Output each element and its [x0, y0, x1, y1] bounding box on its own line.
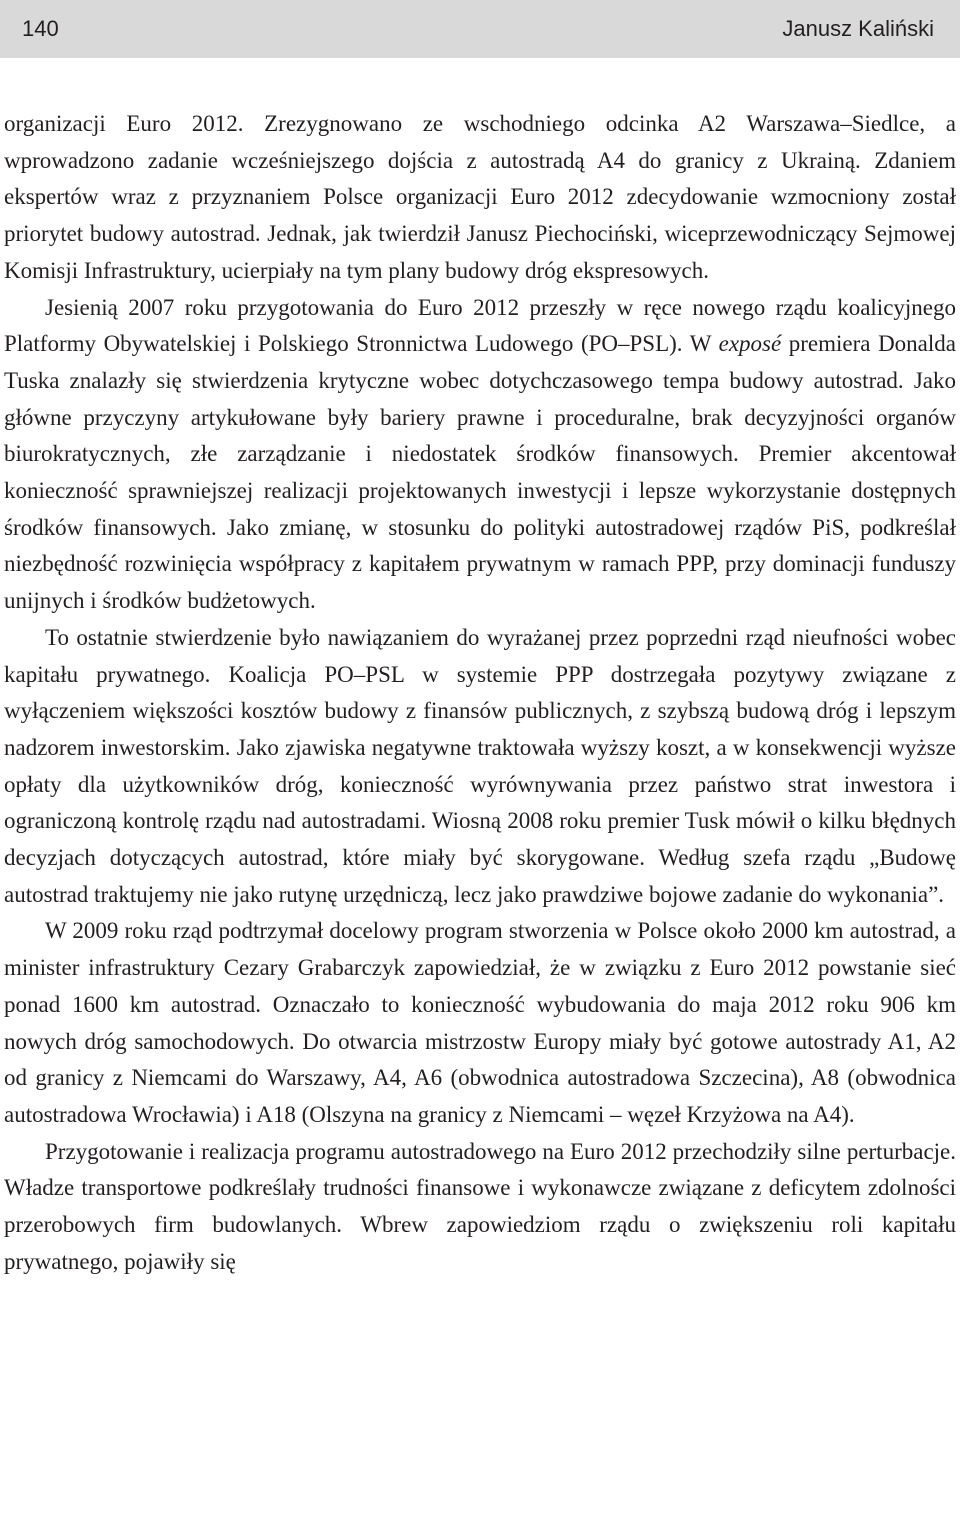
- body-text: [4, 106, 956, 1281]
- page-number: 140: [22, 16, 59, 41]
- text-segment: Przygotowanie i realizacja programu autostradowego na Euro 2012 przechodziły silne perturbacje. Władze transportowe podkreślały trudności finansowe i wykonawcze związane z deficytem zdolności przerobowych firm budowlanych. Wbrew zapowiedziom rządu o zwiększeniu roli kapitału prywatnego, pojawiły się: [4, 1138, 956, 1274]
- paragraph-1: [4, 106, 956, 290]
- text-segment: To ostatnie stwierdzenie było nawiązaniem do wyrażanej przez poprzedni rząd nieufności wobec kapitału prywatnego. Koalicja PO–PSL w systemie PPP dostrzegała pozytywy związane z wyłączeniem większości kosztów budowy z finansów publicznych, z szybszą budową dróg i lepszym nadzorem inwestorskim. Jako zjawiska negatywne traktowała wyższy koszt, a w konsekwencji wyższe opłaty dla użytkowników dróg, konieczność wyrównywania przez państwo strat inwestora i ograniczoną kontrolę rządu nad autostradami. Wiosną 2008 roku premier Tusk mówił o kilku błędnych decyzjach dotyczących autostrad, które miały być skorygowane. Według szefa rządu „Budowę autostrad traktujemy nie jako rutynę urzędniczą, lecz jako prawdziwe bojowe zadanie do wykonania”.: [4, 624, 956, 907]
- text-segment: W 2009 roku rząd podtrzymał docelowy program stworzenia w Polsce około 2000 km autostrad, a minister infrastruktury Cezary Grabarczyk zapowiedział, że w związku z Euro 2012 powstanie sieć ponad 1600 km autostrad. Oznaczało to konieczność wybudowania do maja 2012 roku 906 km nowych dróg samochodowych. Do otwarcia mistrzostw Europy miały być gotowe autostrady A1, A2 od granicy z Niemcami do Warszawy, A4, A6 (obwodnica autostradowa Szczecina), A8 (obwodnica autostradowa Wrocławia) i A18 (Olszyna na granicy z Niemcami – węzeł Krzyżowa na A4).: [4, 918, 956, 1127]
- running-header: [0, 0, 960, 58]
- text-segment: premiera Donalda Tuska znalazły się stwierdzenia krytyczne wobec dotychczasowego tempa budowy autostrad. Jako główne przyczyny artykułowane były bariery prawne i proceduralne, brak decyzyjności organów biurokratycznych, złe zarządzanie i niedostatek środków finansowych. Premier akcentował konieczność sprawniejszej realizacji projektowanych inwestycji i lepsze wykorzystanie dostępnych środków finansowych. Jako zmianę, w stosunku do polityki autostradowej rządów PiS, podkreślał niezbędność rozwinięcia współpracy z kapitałem prywatnym w ramach PPP, przy dominacji funduszy unijnych i środków budżetowych.: [4, 331, 956, 614]
- paragraph-2: [4, 290, 956, 620]
- paragraph-3: [4, 620, 956, 914]
- paragraph-4: [4, 913, 956, 1133]
- text-segment: Jesienią 2007 roku przygotowania do Euro 2012 przeszły w ręce nowego rządu koalicyjnego Platformy Obywatelskiej i Polskiego Stronnictwa Ludowego (PO–PSL). W: [4, 294, 956, 357]
- italic-term: exposé: [718, 331, 782, 357]
- paragraph-5: [4, 1134, 956, 1281]
- running-header-author: Janusz Kaliński: [782, 16, 934, 41]
- text-segment: organizacji Euro 2012. Zrezygnowano ze wschodniego odcinka A2 Warszawa–Siedlce, a wprowadzono zadanie wcześniejszego dojścia z autostradą A4 do granicy z Ukrainą. Zdaniem ekspertów wraz z przyznaniem Polsce organizacji Euro 2012 zdecydowanie wzmocniony został priorytet budowy autostrad. Jednak, jak twierdził Janusz Piechociński, wiceprzewodniczący Sejmowej Komisji Infrastruktury, ucierpiały na tym plany budowy dróg ekspresowych.: [4, 111, 956, 283]
